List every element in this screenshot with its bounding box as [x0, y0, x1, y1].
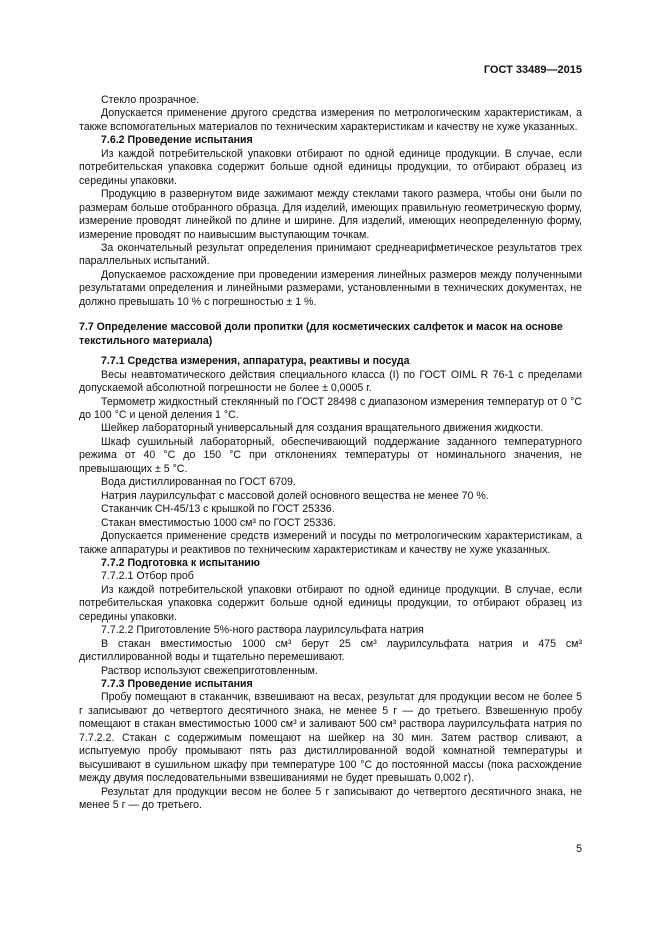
page-number: 5 — [576, 843, 582, 855]
paragraph: Весы неавтоматического действия специального класса (I) по ГОСТ OIML R 76-1 с пределами допускаемой абсолютной погрешности не более ± 0,0005 г. — [79, 368, 582, 395]
subsection-heading: 7.6.2 Проведение испытания — [101, 134, 253, 147]
subsection-heading: 7.7.3 Проведение испытания — [101, 678, 253, 691]
subsection-heading: 7.7.1 Средства измерения, аппаратура, реактивы и посуда — [101, 355, 410, 368]
paragraph: Допускается применение другого средства измерения по метрологическим характеристикам, а также вспомогательных материалов по техническим характеристикам и качеству не хуже указанных. — [79, 107, 582, 133]
paragraph: Стакан вместимостью 1000 см³ по ГОСТ 25336. — [101, 516, 336, 529]
paragraph: Продукцию в развернутом виде зажимают между стеклами такого размера, чтобы они были по размерам больше отобранного образца. Для изделий, имеющих правильную геометрическую форму, измерение проводят линейкой по длине и ширине. Для изделий, имеющих неопределенную форму, измерение проводят по наивысшим выступающим точкам. — [79, 188, 582, 241]
paragraph: Натрия лаурилсульфат с массовой долей основного вещества не менее 70 %. — [101, 489, 489, 502]
paragraph: Допускается применение средств измерений и посуды по метрологическим характеристикам, а также аппаратуры и реактивов по техническим характеристикам и качеству не хуже указанных. — [79, 530, 582, 556]
paragraph: Из каждой потребительской упаковки отбирают по одной единице продукции. В случае, если потребительская упаковка содержит больше одной единицы продукции, то отбирают образец из середины упаковки. — [79, 583, 582, 623]
paragraph: 7.7.2.1 Отбор проб — [101, 570, 194, 583]
document-body — [79, 94, 582, 813]
paragraph: Вода дистиллированная по ГОСТ 6709. — [101, 476, 296, 489]
paragraph: Термометр жидкостный стеклянный по ГОСТ 28498 с диапазоном измерения температур от 0 °С до 100 °С и ценой деления 1 °С. — [79, 395, 582, 421]
paragraph: В стакан вместимостью 1000 см³ берут 25 см³ лаурилсульфата натрия и 475 см³ дистиллированной воды и тщательно перемешивают. — [79, 637, 582, 664]
paragraph: Из каждой потребительской упаковки отбирают по одной единице продукции. В случае, если потребительская упаковка содержит больше одной единицы продукции, то отбирают образец из середины упаковки. — [79, 147, 582, 187]
document-number: ГОСТ 33489—2015 — [483, 64, 582, 76]
paragraph: За окончательный результат определения принимают среднеарифметическое результатов трех параллельных испытаний. — [79, 241, 582, 268]
paragraph: 7.7.2.2 Приготовление 5%-ного раствора лаурилсульфата натрия — [101, 624, 424, 637]
paragraph: Стаканчик СН-45/13 с крышкой по ГОСТ 25336. — [101, 503, 335, 516]
paragraph: Раствор используют свежеприготовленным. — [101, 664, 318, 677]
paragraph: Шейкер лабораторный универсальный для создания вращательного движения жидкости. — [101, 422, 544, 435]
paragraph: Стекло прозрачное. — [101, 94, 200, 106]
paragraph: Допускаемое расхождение при проведении измерения линейных размеров между полученными результатами определения и линейными размерами, установленными в технических документах, не должно превышать 10 % с погрешностью ± 1 %. — [79, 268, 582, 308]
section-heading: 7.7 Определение массовой доли пропитки (для косметических салфеток и масок на основе текстильного материала) — [79, 321, 563, 347]
subsection-heading: 7.7.2 Подготовка к испытанию — [101, 556, 260, 569]
paragraph: Шкаф сушильный лабораторный, обеспечивающий поддержание заданного температурного режима от 40 °С до 150 °С при отклонениях температуры от номинального значения, не превышающих ± 5 °С. — [79, 435, 582, 475]
paragraph: Результат для продукции весом не более 5 г записывают до четвертого десятичного знака, не менее 5 г — до третьего. — [79, 785, 582, 812]
paragraph: Пробу помещают в стаканчик, взвешивают на весах, результат для продукции весом не более 5 г записывают до четвертого десятичного знака, не менее 5 г — до третьего. Взвешенную пробу помещают в стакан вместимостью 1000 см³ и заливают 500 см³ раствора лаурилсульфата натрия по 7.7.2.2. Стакан с содержимым помещают на шейкер на 30 мин. Затем раствор сливают, а испытуемую пробу промывают пять раз дистиллированной водой комнатной температуры и высушивают в сушильном шкафу при температуре 100 °С до постоянной массы (пока расхождение между двумя последовательными взвешиваниями не будет превышать 0,002 г). — [79, 691, 582, 785]
